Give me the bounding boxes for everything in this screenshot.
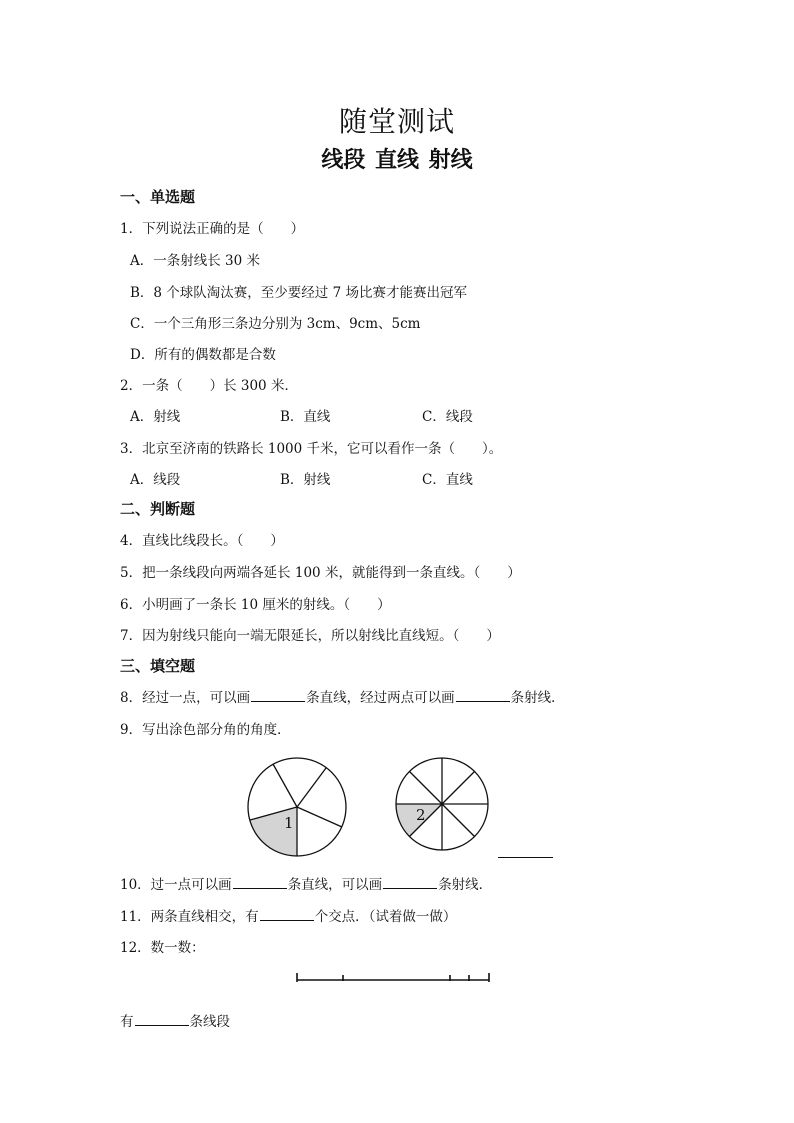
answer-blank[interactable] [456, 689, 510, 702]
question-1-option-b: B．8 个球队淘汰赛，至少要经过 7 场比赛才能赛出冠军 [130, 285, 467, 301]
question-12-part-2: 条线段 [189, 1014, 230, 1030]
angle-figures [240, 755, 560, 865]
question-10-part-1: 10．过一点可以画 [120, 877, 232, 893]
question-7: 7．因为射线只能向一端无限延长，所以射线比直线短。（ ） [120, 628, 500, 644]
answer-blank[interactable] [233, 876, 287, 889]
question-1-stem: 1．下列说法正确的是（ ） [120, 221, 305, 237]
answer-blank[interactable] [260, 908, 314, 921]
question-2-option-b: B．直线 [280, 409, 331, 425]
question-10-part-2: 条直线，可以画 [287, 877, 383, 893]
question-8-part-2: 条直线，经过两点可以画 [306, 690, 455, 706]
question-1-option-a: A．一条射线长 30 米 [130, 253, 261, 269]
answer-blank[interactable] [251, 689, 305, 702]
question-12-part-1: 有 [120, 1014, 134, 1030]
question-3-option-b: B．射线 [280, 472, 331, 488]
question-10 [120, 873, 492, 893]
angle-label-1: 1 [284, 814, 294, 832]
section-heading-single-choice: 一、单选题 [120, 188, 196, 206]
question-2-option-c: C．线段 [422, 409, 473, 425]
question-10-part-3: 条射线． [438, 877, 493, 893]
question-8-part-3: 条射线． [510, 690, 565, 706]
section-heading-true-false: 二、判断题 [120, 500, 196, 518]
question-9-answer-blank[interactable] [498, 857, 553, 858]
question-3-stem: 3．北京至济南的铁路长 1000 千米，它可以看作一条（ ）。 [120, 441, 503, 457]
segment-figure [295, 970, 495, 984]
page-subtitle: 线段 直线 射线 [321, 148, 473, 173]
question-1-option-d: D．所有的偶数都是合数 [130, 347, 276, 363]
question-11 [120, 905, 456, 925]
page-title: 随堂测试 [338, 105, 455, 138]
question-2-option-a: A．射线 [130, 409, 181, 425]
question-8-part-1: 8．经过一点，可以画 [120, 690, 251, 706]
question-11-part-2: 个交点．（试着做一做） [314, 909, 457, 925]
circle-figure-1 [248, 758, 346, 856]
angle-label-2: 2 [416, 806, 426, 824]
question-6: 6．小明画了一条长 10 厘米的射线。（ ） [120, 597, 391, 613]
answer-blank[interactable] [383, 876, 437, 889]
question-8 [120, 686, 565, 706]
question-3-option-a: A．线段 [130, 472, 181, 488]
question-3-option-c: C．直线 [422, 472, 473, 488]
question-4: 4．直线比线段长。（ ） [120, 533, 284, 549]
question-11-part-1: 11．两条直线相交，有 [120, 909, 259, 925]
question-12-stem: 12．数一数： [120, 940, 205, 956]
question-2-stem: 2．一条（ ）长 300 米． [120, 378, 298, 394]
question-12-answer [120, 1010, 230, 1030]
answer-blank[interactable] [135, 1013, 189, 1026]
section-heading-fill-blank: 三、填空题 [120, 657, 196, 675]
question-1-option-c: C．一个三角形三条边分别为 3cm、9cm、5cm [130, 316, 421, 332]
question-5: 5．把一条线段向两端各延长 100 米，就能得到一条直线。（ ） [120, 565, 521, 581]
circle-figure-2 [396, 758, 488, 850]
question-9-stem: 9．写出涂色部分角的角度． [120, 722, 291, 738]
